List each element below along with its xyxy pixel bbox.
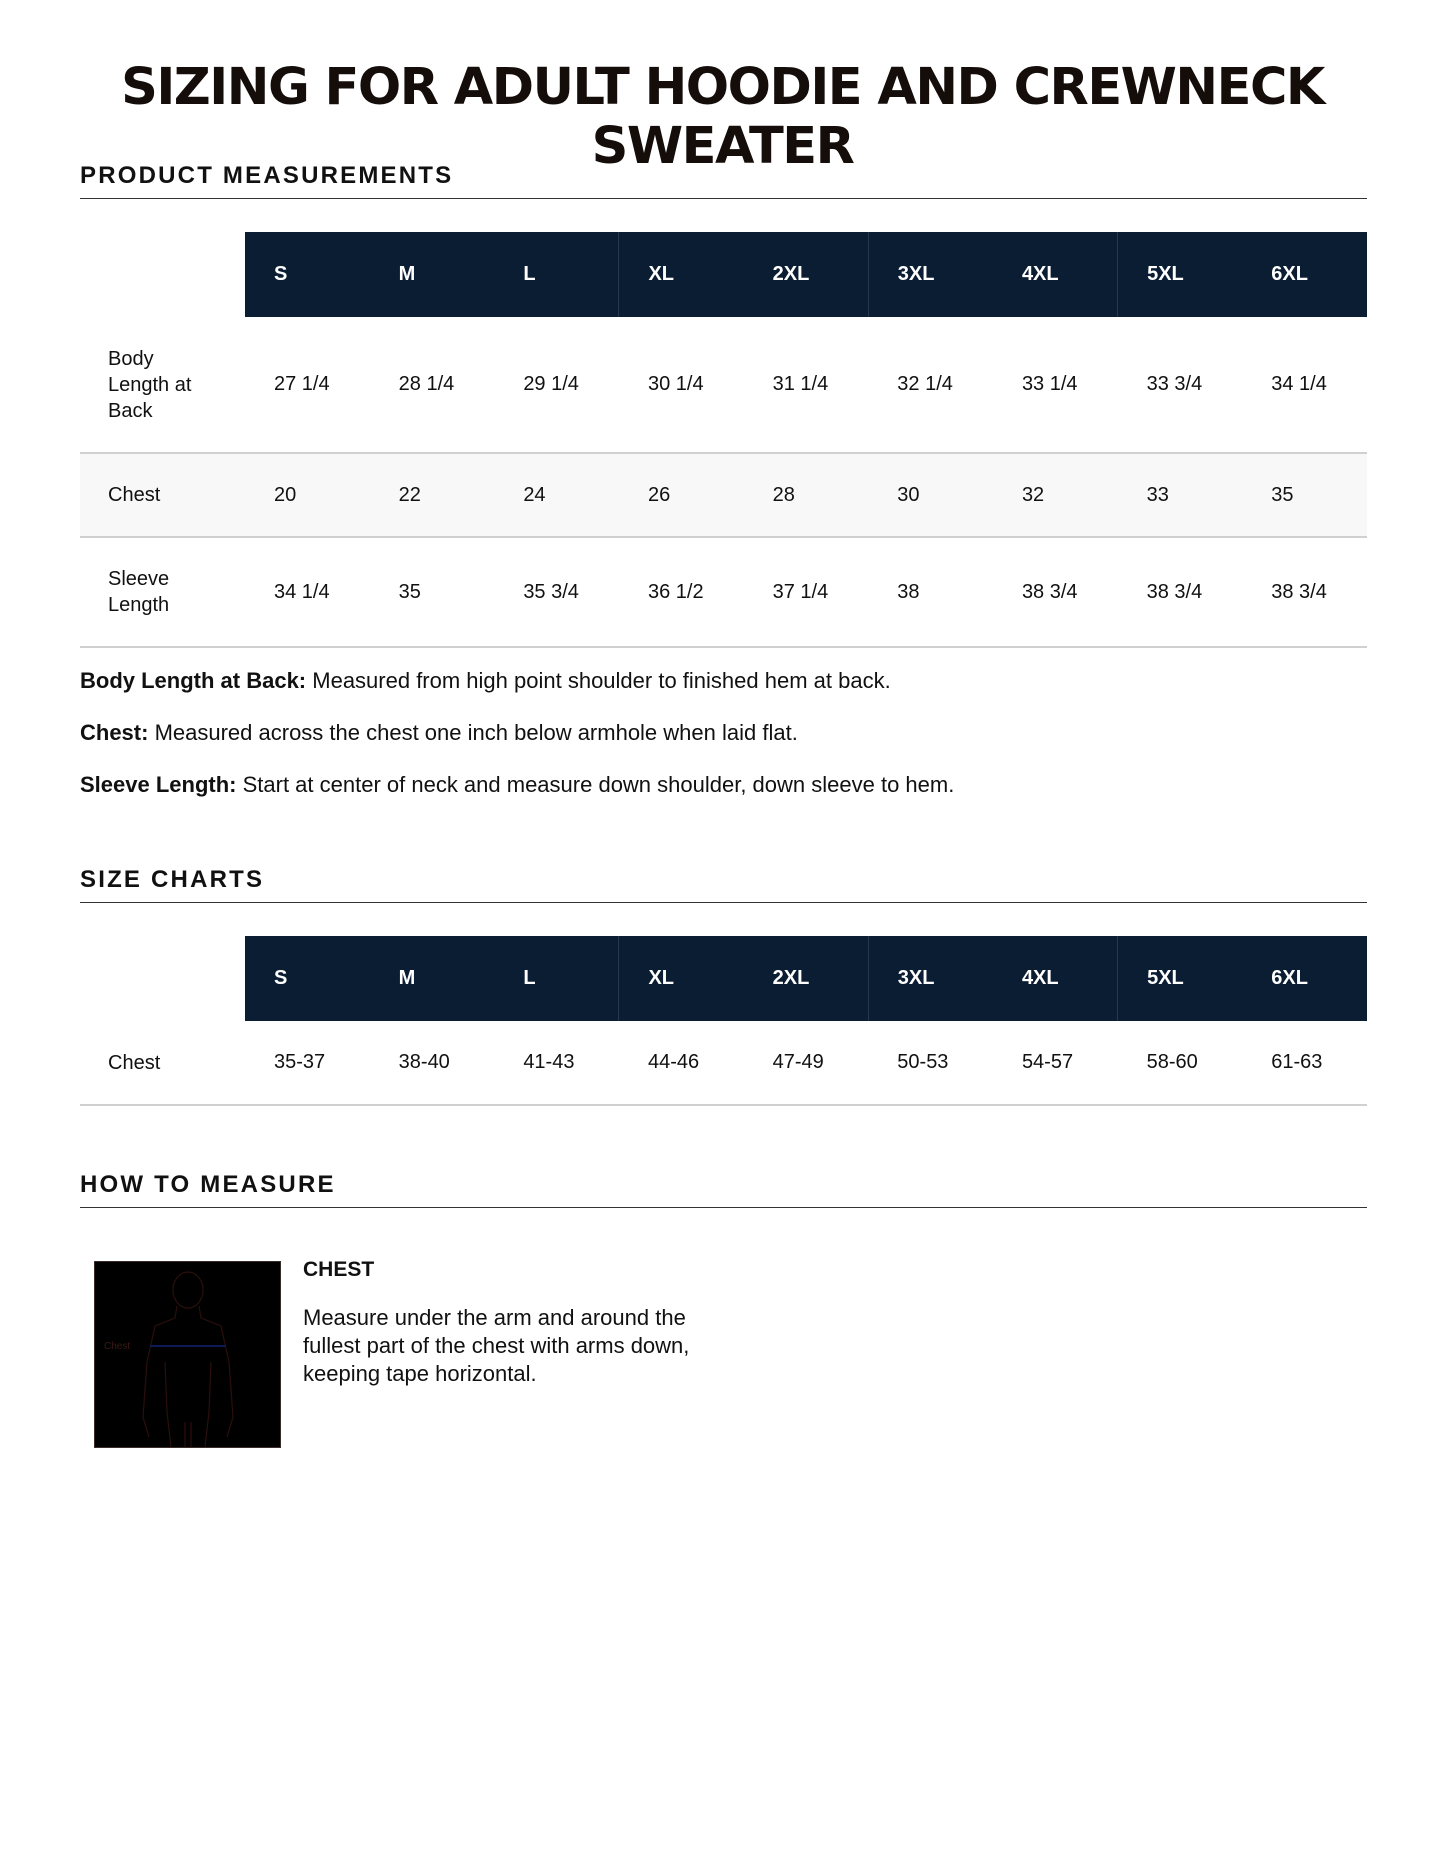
measure-item-title: CHEST <box>303 1258 375 1281</box>
row-label: Sleeve Length <box>80 537 245 647</box>
table-cell: 34 1/4 <box>1242 317 1367 453</box>
table-cell: 26 <box>619 453 744 537</box>
size-header: XL <box>619 232 744 317</box>
table-cell: 35-37 <box>245 1021 370 1105</box>
size-header: 5XL <box>1118 232 1243 317</box>
body-silhouette-icon <box>95 1262 280 1447</box>
table-cell: 30 <box>868 453 993 537</box>
size-charts-heading: SIZE CHARTS <box>80 866 1367 903</box>
definition-sleeve-length: Sleeve Length: Start at center of neck and measure down shoulder, down sleeve to hem. <box>80 772 955 797</box>
size-header: S <box>245 232 370 317</box>
size-charts-table <box>80 936 1367 1106</box>
table-cell: 33 1/4 <box>993 317 1118 453</box>
size-header: 6XL <box>1242 232 1367 317</box>
table-cell: 28 1/4 <box>370 317 495 453</box>
table-cell: 27 1/4 <box>245 317 370 453</box>
table-cell: 22 <box>370 453 495 537</box>
product-measurements-heading: PRODUCT MEASUREMENTS <box>80 162 1367 199</box>
table-cell: 24 <box>494 453 619 537</box>
table-cell: 31 1/4 <box>744 317 869 453</box>
size-charts-table-wrap <box>80 936 1367 1106</box>
table-cell: 47-49 <box>744 1021 869 1105</box>
product-measurements-table-wrap <box>80 232 1367 648</box>
size-header: 5XL <box>1118 936 1243 1021</box>
product-measurements-section <box>80 162 1367 199</box>
table-cell: 38 3/4 <box>1118 537 1243 647</box>
table-cell: 38 <box>868 537 993 647</box>
size-header: L <box>494 232 619 317</box>
table-cell: 44-46 <box>619 1021 744 1105</box>
size-charts-section <box>80 866 1367 903</box>
header-corner <box>80 232 245 317</box>
table-cell: 33 <box>1118 453 1243 537</box>
how-to-measure-section <box>80 1171 1367 1208</box>
table-cell: 35 <box>370 537 495 647</box>
table-cell: 20 <box>245 453 370 537</box>
size-header-row <box>80 232 1367 317</box>
size-header: S <box>245 936 370 1021</box>
table-cell: 41-43 <box>494 1021 619 1105</box>
table-cell: 30 1/4 <box>619 317 744 453</box>
row-label: Chest <box>80 1021 245 1105</box>
size-header: L <box>494 936 619 1021</box>
page-title: SIZING FOR ADULT HOODIE AND CREWNECK SWEATER <box>121 58 1324 176</box>
size-header: 2XL <box>744 232 869 317</box>
table-cell: 58-60 <box>1118 1021 1243 1105</box>
definition-body-length: Body Length at Back: Measured from high point shoulder to finished hem at back. <box>80 668 891 693</box>
measure-item-text: Measure under the arm and around the fullest part of the chest with arms down, keeping tape horizontal. <box>303 1305 690 1386</box>
table-row-sleeve-length <box>80 537 1367 647</box>
size-header: 3XL <box>868 936 993 1021</box>
size-header-row <box>80 936 1367 1021</box>
definition-chest: Chest: Measured across the chest one inch below armhole when laid flat. <box>80 720 798 745</box>
table-cell: 38 3/4 <box>993 537 1118 647</box>
table-cell: 37 1/4 <box>744 537 869 647</box>
table-cell: 35 <box>1242 453 1367 537</box>
table-cell: 32 1/4 <box>868 317 993 453</box>
table-cell: 36 1/2 <box>619 537 744 647</box>
measurement-definitions <box>80 667 1367 823</box>
table-cell: 50-53 <box>868 1021 993 1105</box>
table-cell: 33 3/4 <box>1118 317 1243 453</box>
header-corner <box>80 936 245 1021</box>
chest-measure-figure <box>94 1261 281 1448</box>
table-cell: 61-63 <box>1242 1021 1367 1105</box>
figure-chest-label: Chest <box>104 1341 131 1352</box>
table-cell: 32 <box>993 453 1118 537</box>
size-header: M <box>370 936 495 1021</box>
table-cell: 35 3/4 <box>494 537 619 647</box>
size-header: 6XL <box>1242 936 1367 1021</box>
table-row-body-length <box>80 317 1367 453</box>
chest-measure-instructions <box>303 1258 743 1388</box>
size-header: 4XL <box>993 232 1118 317</box>
table-cell: 28 <box>744 453 869 537</box>
table-cell: 38 3/4 <box>1242 537 1367 647</box>
table-row-chest <box>80 453 1367 537</box>
row-label: Body Length at Back <box>80 317 245 453</box>
table-cell: 54-57 <box>993 1021 1118 1105</box>
table-row-chest-range <box>80 1021 1367 1105</box>
size-header: 4XL <box>993 936 1118 1021</box>
table-cell: 38-40 <box>370 1021 495 1105</box>
size-header: 2XL <box>744 936 869 1021</box>
size-header: M <box>370 232 495 317</box>
size-header: 3XL <box>868 232 993 317</box>
table-cell: 29 1/4 <box>494 317 619 453</box>
table-cell: 34 1/4 <box>245 537 370 647</box>
how-to-measure-heading: HOW TO MEASURE <box>80 1171 1367 1208</box>
row-label: Chest <box>80 453 245 537</box>
size-header: XL <box>619 936 744 1021</box>
product-measurements-table <box>80 232 1367 648</box>
